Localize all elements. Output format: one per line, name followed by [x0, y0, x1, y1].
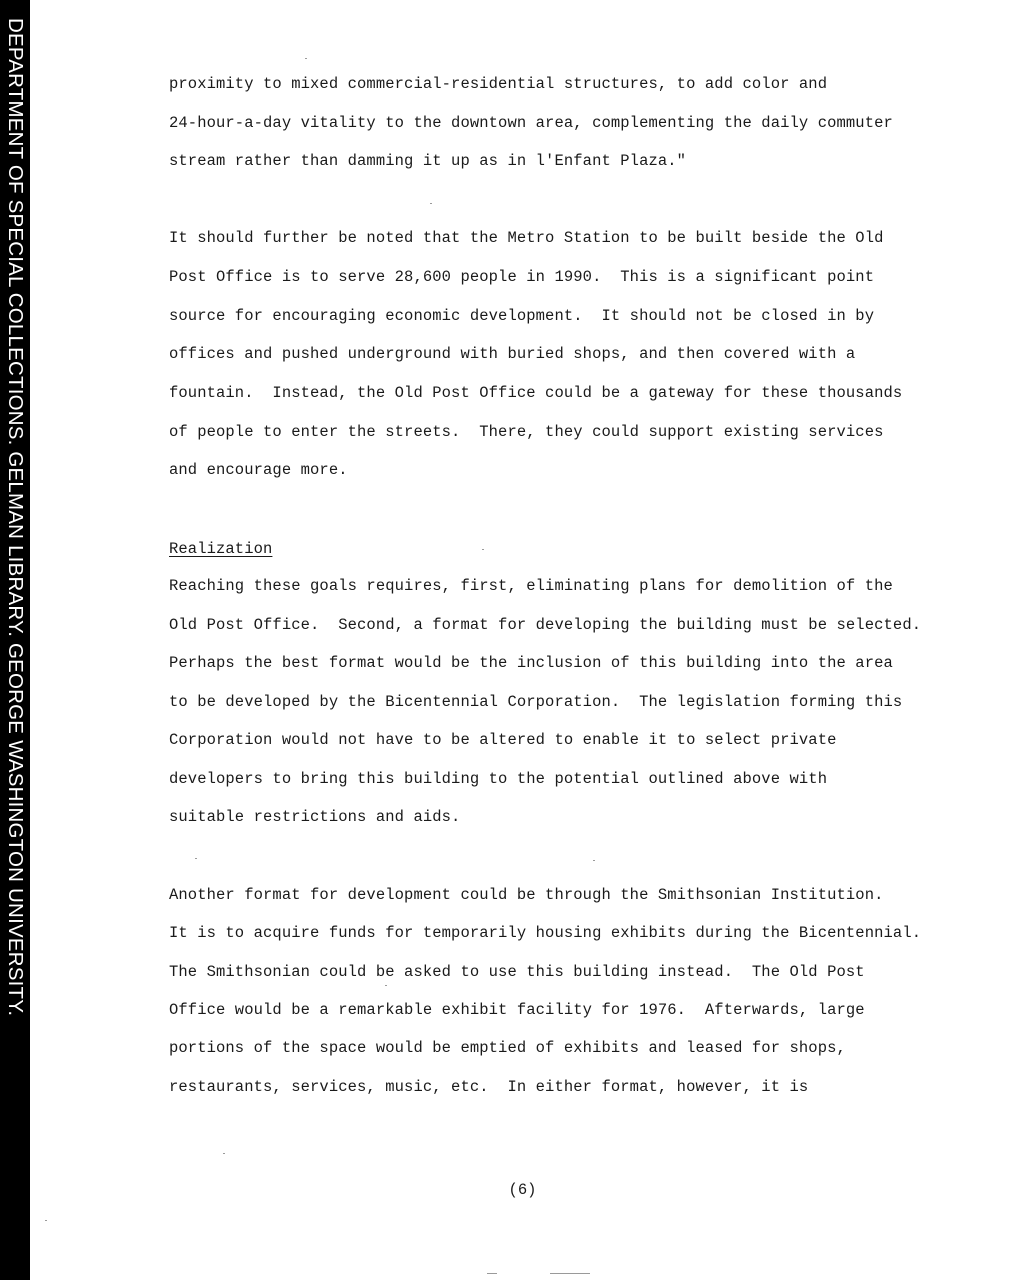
- text-line: developers to bring this building to the potential outlined above with: [169, 770, 828, 788]
- scan-speck: [482, 549, 484, 550]
- text-line: Post Office is to serve 28,600 people in 1990. This is a significant point: [169, 268, 875, 286]
- text-line: offices and pushed underground with buried shops, and then covered with a: [169, 345, 856, 363]
- section-heading: Realization: [169, 540, 273, 558]
- scan-speck: [45, 1220, 47, 1221]
- text-line: to be developed by the Bicentennial Corporation. The legislation forming this: [169, 693, 903, 711]
- text-line: Another format for development could be through the Smithsonian Institution.: [169, 886, 884, 904]
- text-line: Old Post Office. Second, a format for developing the building must be selected.: [169, 616, 922, 634]
- text-line: proximity to mixed commercial-residential structures, to add color and: [169, 75, 828, 93]
- scan-speck: [223, 1153, 225, 1154]
- text-line: The Smithsonian could be asked to use this building instead. The Old Post: [169, 963, 865, 981]
- scan-speck: [385, 985, 387, 986]
- scan-speck: [430, 203, 432, 204]
- text-line: suitable restrictions and aids.: [169, 808, 461, 826]
- archive-label: DEPARTMENT OF SPECIAL COLLECTIONS. GELMAN LIBRARY. GEORGE WASHINGTON UNIVERSITY.: [4, 18, 27, 1017]
- text-line: source for encouraging economic development. It should not be closed in by: [169, 307, 875, 325]
- text-line: of people to enter the streets. There, they could support existing services: [169, 423, 884, 441]
- text-line: Perhaps the best format would be the inclusion of this building into the area: [169, 654, 893, 672]
- text-line: stream rather than damming it up as in l'Enfant Plaza.": [169, 152, 687, 170]
- scan-speck: [487, 1273, 497, 1274]
- text-line: and encourage more.: [169, 461, 348, 479]
- text-line: Office would be a remarkable exhibit facility for 1976. Afterwards, large: [169, 1001, 865, 1019]
- scan-speck: [195, 858, 197, 859]
- text-line: restaurants, services, music, etc. In either format, however, it is: [169, 1078, 809, 1096]
- text-line: 24-hour-a-day vitality to the downtown area, complementing the daily commuter: [169, 114, 893, 132]
- text-line: It is to acquire funds for temporarily housing exhibits during the Bicentennial.: [169, 924, 922, 942]
- text-line: Corporation would not have to be altered to enable it to select private: [169, 731, 837, 749]
- scan-speck: [550, 1273, 590, 1274]
- text-line: It should further be noted that the Metro Station to be built beside the Old: [169, 229, 884, 247]
- scan-speck: [305, 58, 307, 59]
- text-line: portions of the space would be emptied of exhibits and leased for shops,: [169, 1039, 846, 1057]
- page-number: (6): [508, 1181, 537, 1199]
- text-line: Reaching these goals requires, first, eliminating plans for demolition of the: [169, 577, 893, 595]
- scan-speck: [593, 860, 595, 861]
- text-line: fountain. Instead, the Old Post Office could be a gateway for these thousands: [169, 384, 903, 402]
